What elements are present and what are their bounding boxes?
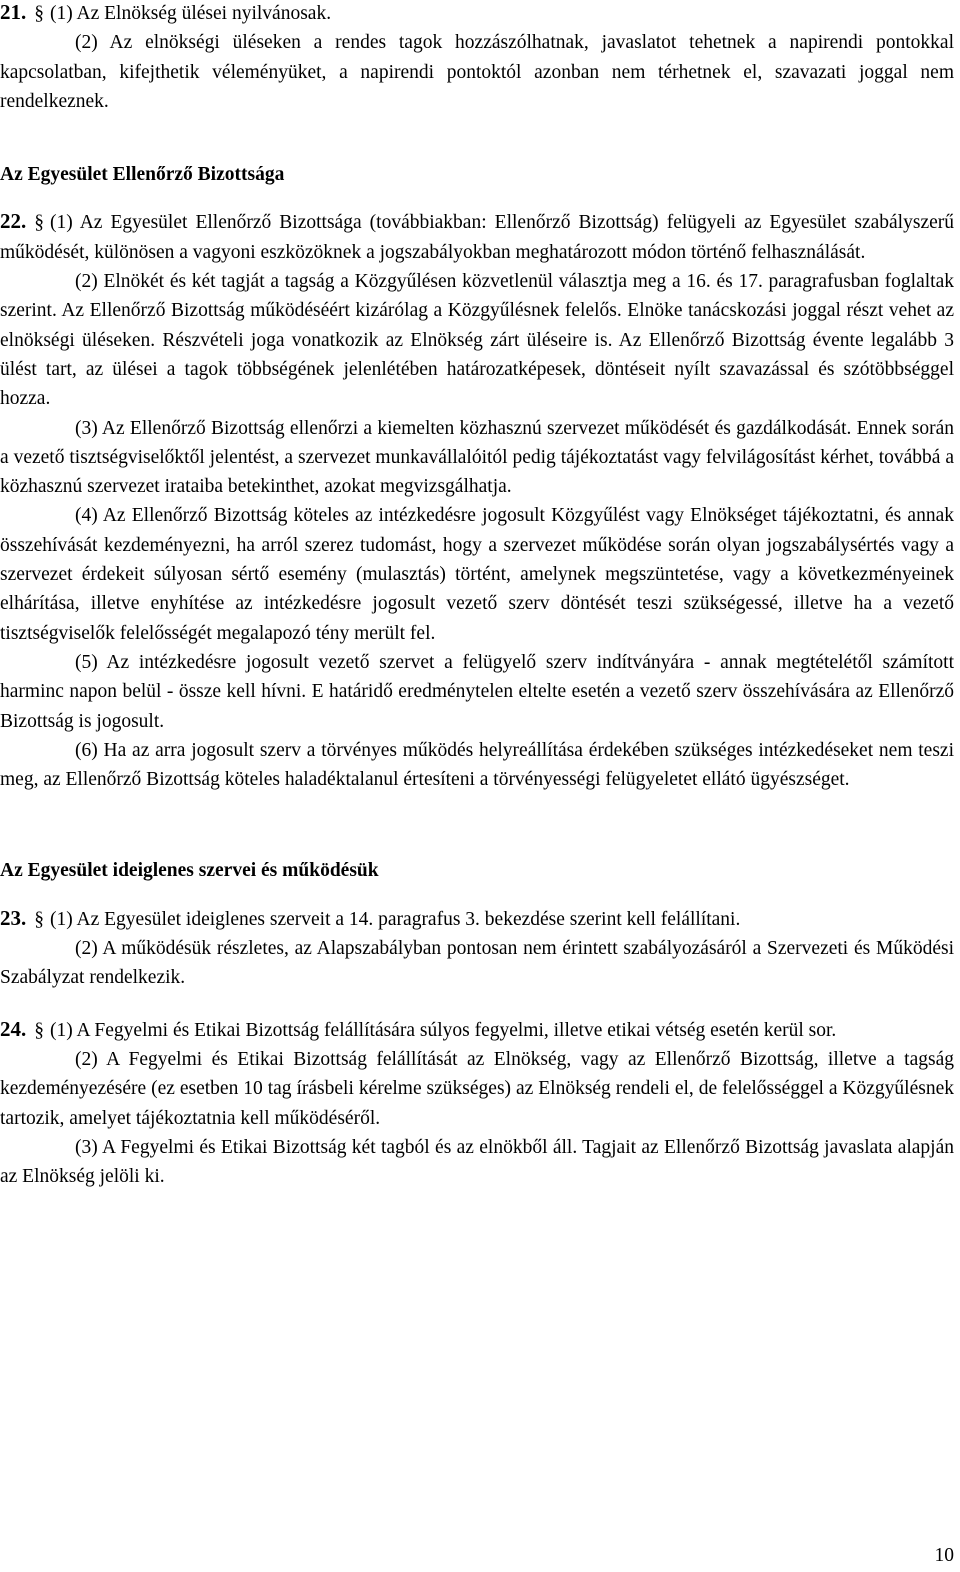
page-number: 10 — [934, 1544, 954, 1566]
section-21 — [0, 0, 954, 116]
section-sign: § — [34, 908, 44, 930]
section-number: 23. — [0, 905, 27, 930]
heading-ideiglenes-szervek: Az Egyesület ideiglenes szervei és működésük — [0, 860, 379, 882]
paragraph-text: (1) Az Elnökség ülései nyilvánosak. — [50, 3, 332, 24]
section-23 — [0, 904, 954, 993]
heading-ellenorzo-bizottsag: Az Egyesület Ellenőrző Bizottsága — [0, 164, 285, 186]
section-number: 22. — [0, 209, 27, 234]
section-21-paragraph-2: (2) Az elnökségi üléseken a rendes tagok hozzászólhatnak, javaslatot tehetnek a napirendi pontokkal kapcsolatban, kifejthetik véleményüket, a napirendi pontoktól azonban nem térhetnek el, szavazati joggal nem rendelkeznek. — [0, 32, 954, 112]
section-sign: § — [34, 3, 44, 24]
section-22-paragraph-4: (4) Az Ellenőrző Bizottság köteles az intézkedésre jogosult Közgyűlést vagy Elnökséget tájékoztatni, és annak összehívását kezdeményezni, ha arról szerez tudomást, hogy a szervezet működése során olyan jogszabálysértés vagy a szervezet érdekeit súlyosan sértő esemény (mulasztás) történt, amelynek megszüntetése, vagy a következményeinek elhárítása, illetve enyhítése az intézkedésre jogosult vezető szerv döntését teszi szükségessé, illetve ha a vezető tisztségviselők felelősségét megalapozó tény merült fel. — [0, 505, 954, 644]
section-22-paragraph-3: (3) Az Ellenőrző Bizottság ellenőrzi a kiemelten közhasznú szervezet működését és gazdálkodását. Ennek során a vezető tisztségviselőktől jelentést, a szervezet munkavállalóitól pedig tájékoztatást vagy felvilágosítást kérhet, továbbá a közhasznú szervezet irataiba betekinthet, azokat megvizsgálhatja. — [0, 417, 954, 498]
section-24-paragraph-3: (3) A Fegyelmi és Etikai Bizottság két tagból és az elnökből áll. Tagjait az Ellenőrző Bizottság javaslata alapján az Elnökség jelöli ki. — [0, 1136, 954, 1188]
section-22 — [0, 207, 954, 794]
section-22-paragraph-6: (6) Ha az arra jogosult szerv a törvényes működés helyreállítása érdekében szükséges intézkedéseket nem teszi meg, az Ellenőrző Bizottság köteles haladéktalanul értesíteni a törvényességi felügyeletet ellátó ügyészséget. — [0, 739, 954, 791]
section-24-paragraph-1 — [0, 1015, 954, 1045]
section-22-paragraph-2: (2) Elnökét és két tagját a tagság a Közgyűlésen közvetlenül választja meg a 16. és 17. paragrafusban foglaltak szerint. Az Ellenőrző Bizottság működéséért kizárólag a Közgyűlésnek felelős. Elnöke tanácskozási joggal részt vehet az elnökségi üléseken. Részvételi joga vonatkozik az Elnökség zárt üléseire is. Az Ellenőrző Bizottság évente legalább 3 ülést tart, az ülései a tagok többségének jelenlétében határozatképesek, döntéseit nyílt szavazással és szótöbbséggel hozza. — [0, 271, 954, 410]
section-22-paragraph-5: (5) Az intézkedésre jogosult vezető szervet a felügyelő szerv indítványára - annak megtételétől számított harminc napon belül - össze kell hívni. E határidő eredménytelen eltelte esetén a vezető szerv összehívására az Ellenőrző Bizottság is jogosult. — [0, 651, 954, 732]
paragraph-text: (1) A Fegyelmi és Etikai Bizottság felállítására súlyos fegyelmi, illetve etikai vétség esetén kerül sor. — [50, 1019, 837, 1041]
section-22-paragraph-1 — [0, 207, 954, 267]
section-21-paragraph-1 — [0, 0, 954, 28]
section-23-paragraph-1 — [0, 904, 954, 934]
paragraph-text: (1) Az Egyesület ideiglenes szerveit a 14. paragrafus 3. bekezdése szerint kell felállítani. — [50, 908, 741, 930]
section-sign: § — [34, 1019, 44, 1041]
section-number: 24. — [0, 1016, 27, 1041]
section-24 — [0, 1015, 954, 1192]
section-23-paragraph-2: (2) A működésük részletes, az Alapszabályban pontosan nem érintett szabályozásáról a Szervezeti és Működési Szabályzat rendelkezik. — [0, 938, 954, 989]
section-24-paragraph-2: (2) A Fegyelmi és Etikai Bizottság felállítását az Elnökség, vagy az Ellenőrző Bizottság, illetve a tagság kezdeményezésére (ez esetben 10 tag írásbeli kérelme szükséges) az Elnökség rendeli el, de felelősséggel a Közgyűlésnek tartozik, amelyet tájékoztatnia kell működéséről. — [0, 1048, 954, 1129]
paragraph-text: (1) Az Egyesület Ellenőrző Bizottsága (továbbiakban: Ellenőrző Bizottság) felügyeli az Egyesület szabályszerű működését, különösen a vagyoni eszközöknek a jogszabályokban meghatározott módon történő felhasználását. — [0, 212, 954, 263]
section-number: 21. — [0, 0, 27, 24]
section-sign: § — [34, 212, 44, 234]
